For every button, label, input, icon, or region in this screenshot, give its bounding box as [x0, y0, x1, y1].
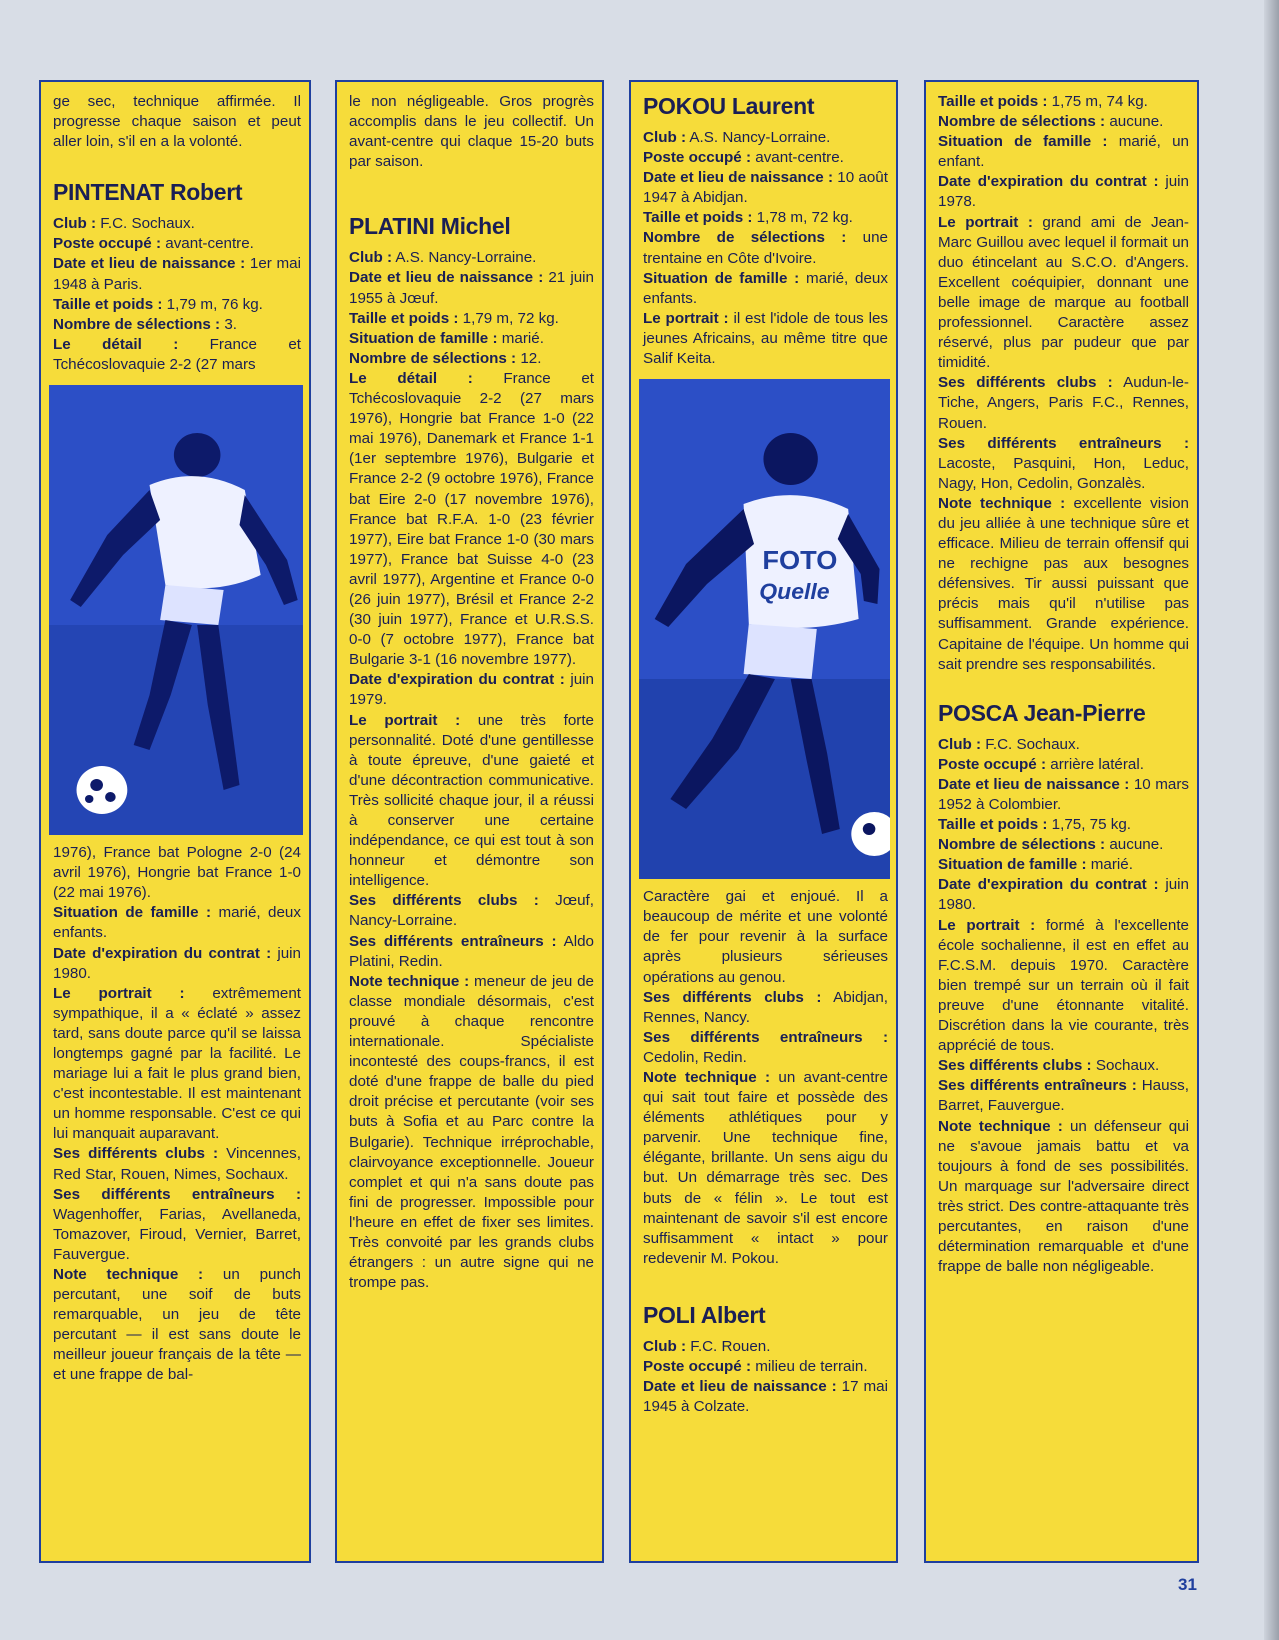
contrat-value: juin 1979.	[349, 671, 594, 709]
p2-naissance-label: Date et lieu de naissance :	[643, 1378, 837, 1396]
taille-label: Taille et poids :	[53, 295, 163, 313]
selections-row	[53, 315, 301, 335]
detail-continued: 1976), France bat Pologne 2-0 (24 avril 1976), Hongrie bat France 1-0 (22 mai 1976).	[53, 844, 301, 902]
entraineurs-label: Ses différents entraîneurs :	[643, 1028, 888, 1046]
poste-label: Poste occupé :	[643, 149, 752, 167]
p2-contrat-row	[938, 875, 1189, 915]
naissance-value: 21 juin 1955 à Jœuf.	[349, 269, 594, 307]
clubs-row	[53, 1144, 301, 1184]
p2-note-label: Note technique :	[938, 1117, 1063, 1135]
selections-label: Nombre de sélections :	[643, 229, 847, 247]
intro-text: le non négligeable. Gros progrès accomplis dans le jeu collectif. Un avant-centre qui claque 15-20 buts par saison.	[349, 93, 594, 171]
famille-row	[349, 329, 594, 349]
p2-taille-row	[938, 815, 1189, 835]
p2-selections-row	[938, 835, 1189, 855]
note-row	[349, 972, 594, 1294]
intro-text: ge sec, technique affirmée. Il progresse chaque saison et peut aller loin, s'il en a la volonté.	[53, 93, 301, 151]
selections-label: Nombre de sélections :	[53, 315, 221, 333]
p2-naissance-row	[643, 1377, 888, 1417]
portrait-label: Le portrait :	[643, 309, 729, 327]
portrait-value: grand ami de Jean-Marc Guillou avec lequel il formait un duo étincelant au S.C.O. d'Angers. Excellent coéquipier, donnant une belle image de marque au football professionnel. Caractère assez réservé, plus par pudeur que par timidité.	[938, 213, 1189, 372]
portrait-continued: Caractère gai et enjoué. Il a beaucoup de mérite et une volonté de fer pour revenir à la surface après plusieurs sérieuses opérations au genou.	[643, 888, 888, 986]
p2-clubs-value: Sochaux.	[1095, 1057, 1160, 1075]
p2-entraineurs-label: Ses différents entraîneurs :	[938, 1077, 1137, 1095]
contrat-row	[349, 670, 594, 710]
famille-label: Situation de famille :	[938, 133, 1108, 151]
naissance-row	[349, 268, 594, 308]
detail-row	[349, 369, 594, 670]
naissance-value: 1er mai 1948 à Paris.	[53, 255, 301, 293]
clubs-label: Ses différents clubs :	[349, 892, 539, 910]
poste-row	[53, 234, 301, 254]
famille-value: marié, un enfant.	[938, 133, 1189, 171]
note-value: un punch percutant, une soif de buts remarquable, un jeu de tête percutant — il est sans doute le meilleur joueur français de la tête — et une frappe de bal-	[53, 1266, 301, 1384]
club-label: Club :	[53, 215, 97, 233]
p2-naissance-row	[938, 775, 1189, 815]
p2-taille-value: 1,75, 75 kg.	[1051, 816, 1132, 834]
detail-value: France et Tchécoslovaquie 2-2 (27 mars 1976), Hongrie bat France 1-0 (22 mai 1976), Danemark et France 1-1 (1er septembre 1976), Bulgarie et France 2-2 (9 octobre 1976), France bat Eire 2-0 (17 novembre 1976), France bat R.F.A. 1-0 (23 février 1977), Eire bat France 1-0 (30 mars 1977), France bat Suisse 4-0 (23 avril 1977), Argentine et France 0-0 (26 juin 1977), Brésil et France 2-2 (30 juin 1977), France et U.R.S.S. 0-0 (7 octobre 1977), France bat Bulgarie 3-1 (16 novembre 1977).	[349, 369, 594, 669]
column-pintenat	[39, 80, 311, 1563]
clubs-value: Abidjan, Rennes, Nancy.	[643, 988, 888, 1026]
player-photo	[49, 385, 303, 835]
note-label: Note technique :	[53, 1266, 204, 1283]
poste-label: Poste occupé :	[53, 235, 162, 253]
entraineurs-label: Ses différents entraîneurs :	[53, 1185, 301, 1203]
clubs-value: Audun-le-Tiche, Angers, Paris F.C., Rennes, Rouen.	[938, 374, 1189, 432]
club-row	[349, 248, 594, 268]
note-label: Note technique :	[938, 494, 1066, 512]
contrat-row	[938, 172, 1189, 212]
note-label: Note technique :	[349, 972, 470, 990]
p2-poste-row	[938, 755, 1189, 775]
famille-value: marié, deux enfants.	[643, 269, 888, 307]
detail-value: France et Tchécoslovaquie 2-2 (27 mars	[53, 335, 301, 373]
p2-poste-value: milieu de terrain.	[755, 1358, 868, 1375]
taille-row	[938, 92, 1189, 112]
note-row	[938, 494, 1189, 675]
shirt-text-2: Quelle	[759, 579, 830, 605]
famille-label: Situation de famille :	[643, 269, 800, 287]
famille-value: marié.	[501, 329, 544, 347]
taille-value: 1,79 m, 76 kg.	[166, 295, 263, 313]
p2-portrait-label: Le portrait :	[938, 916, 1036, 934]
p2-poste-label: Poste occupé :	[643, 1358, 752, 1375]
p2-note-value: un défenseur qui ne s'avoue jamais battu et va toujours à fond de ses possibilités. Un marquage sur l'adversaire direct très strict. Des contre-attaquante très percutantes, en raison d'une détermination remarquable et d'une frappe de balle non négligeable.	[938, 1117, 1189, 1276]
note-value: excellente vision du jeu alliée à une technique sûre et efficace. Milieu de terrain offensif qui ne rechigne pas aux besognes défensives. Tir aussi puissant que précis mais qu'il n'utilise pas suffisamment. Grande expérience. Capitaine de l'équipe. Un homme qui sait prendre ses responsabilités.	[938, 494, 1189, 673]
clubs-row	[643, 988, 888, 1028]
p2-poste-value: arrière latéral.	[1050, 755, 1144, 773]
p2-taille-label: Taille et poids :	[938, 816, 1048, 834]
famille-label: Situation de famille :	[349, 329, 498, 347]
note-row	[53, 1265, 301, 1386]
poste-value: avant-centre.	[755, 149, 844, 167]
taille-label: Taille et poids :	[938, 93, 1048, 110]
note-value: meneur de jeu de classe mondiale désormais, c'est prouvé à chaque rencontre internationale. Spécialiste incontesté des coups-francs, il est doté d'une frappe de balle du pied droit précise et percutante (voir ses buts à Sofia et au Parc contre la Bulgarie). Technique irréprochable, clairvoyance exceptionnelle. Joueur complet et qui n'a sans doute pas fini de progresser. Impossible pour l'heure en effet de fixer ses limites. Très convoité par les grands clubs étrangers : un autre signe qui ne trompe pas.	[349, 972, 594, 1292]
p2-club-value: F.C. Rouen.	[690, 1337, 771, 1355]
entraineurs-value: Lacoste, Pasquini, Hon, Leduc, Nagy, Hon, Cedolin, Gonzalès.	[938, 454, 1189, 492]
naissance-label: Date et lieu de naissance :	[643, 169, 834, 187]
p2-clubs-label: Ses différents clubs :	[938, 1057, 1092, 1075]
taille-value: 1,79 m, 72 kg.	[462, 309, 559, 327]
player2-name: POLI Albert	[643, 1301, 766, 1328]
entraineurs-row	[349, 932, 594, 972]
club-value: F.C. Sochaux.	[100, 215, 195, 233]
contrat-label: Date d'expiration du contrat :	[53, 944, 272, 962]
clubs-row	[349, 891, 594, 931]
p2-portrait-row	[938, 916, 1189, 1057]
club-row	[53, 214, 301, 234]
note-value: un avant-centre qui sait tout faire et possède des éléments athlétiques pour y parvenir. Une technique fine, élégante, brillante. Un sens aigu du but. Un démarrage très sec. Des buts de « félin ». Le tout est maintenant de savoir s'il est encore suffisamment « intact » pour redevenir M. Pokou.	[643, 1068, 888, 1267]
naissance-label: Date et lieu de naissance :	[53, 255, 246, 273]
naissance-row	[643, 168, 888, 208]
p2-selections-value: aucune.	[1109, 836, 1164, 854]
selections-value: 3.	[224, 315, 238, 333]
detail-label: Le détail :	[349, 369, 473, 387]
selections-value: 12.	[520, 349, 542, 367]
selections-row	[643, 228, 888, 268]
page-binding-edge	[1264, 0, 1279, 1640]
p2-club-value: F.C. Sochaux.	[985, 735, 1080, 753]
famille-row	[643, 269, 888, 309]
naissance-value: 10 août 1947 à Abidjan.	[643, 169, 888, 207]
taille-row	[349, 309, 594, 329]
portrait-label: Le portrait :	[938, 213, 1033, 231]
famille-row	[53, 903, 301, 943]
p2-poste-row	[643, 1357, 888, 1377]
entraineurs-row	[938, 434, 1189, 494]
entraineurs-row	[643, 1028, 888, 1068]
entraineurs-value: Cedolin, Redin.	[643, 1048, 747, 1066]
clubs-label: Ses différents clubs :	[938, 374, 1113, 392]
portrait-label: Le portrait :	[53, 984, 185, 1002]
p2-selections-label: Nombre de sélections :	[938, 836, 1106, 854]
taille-label: Taille et poids :	[643, 209, 753, 227]
player-name: PINTENAT Robert	[53, 179, 243, 206]
detail-row	[53, 335, 301, 375]
famille-value: marié, deux enfants.	[53, 904, 301, 942]
player-name: PLATINI Michel	[349, 213, 511, 240]
clubs-label: Ses différents clubs :	[643, 988, 822, 1006]
p2-naissance-label: Date et lieu de naissance :	[938, 775, 1130, 793]
portrait-row	[938, 213, 1189, 374]
club-row	[643, 128, 888, 148]
selections-value: une trentaine en Côte d'Ivoire.	[643, 229, 888, 267]
entraineurs-value: Wagenhoffer, Farias, Avellaneda, Tomazover, Firoud, Vernier, Barret, Fauvergue.	[53, 1205, 301, 1263]
naissance-row	[53, 254, 301, 294]
entraineurs-label: Ses différents entraîneurs :	[349, 932, 557, 950]
entraineurs-label: Ses différents entraîneurs :	[938, 434, 1189, 452]
entraineurs-value: Aldo Platini, Redin.	[349, 932, 594, 970]
detail-label: Le détail :	[53, 335, 179, 353]
clubs-value: Vincennes, Red Star, Rouen, Nimes, Sochaux.	[53, 1145, 301, 1183]
portrait-value: extrêmement sympathique, il a « éclaté » assez tard, sans doute parce qu'il se laissa longtemps gagné par la facilité. Le mariage lui a fait le plus grand bien, c'est incontestable. Il est maintenant un homme responsable. C'est ce qui lui manquait auparavant.	[53, 984, 301, 1143]
entraineurs-row	[53, 1185, 301, 1265]
club-label: Club :	[349, 249, 393, 267]
p2-contrat-value: juin 1980.	[938, 876, 1189, 914]
club-label: Club :	[643, 129, 687, 146]
p2-club-label: Club :	[938, 735, 982, 753]
selections-label: Nombre de sélections :	[938, 113, 1106, 131]
contrat-value: juin 1978.	[938, 173, 1189, 211]
clubs-label: Ses différents clubs :	[53, 1145, 219, 1163]
p2-club-label: Club :	[643, 1337, 687, 1355]
p2-portrait-value: formé à l'excellente école sochalienne, il est en effet au F.C.S.M. depuis 1970. Caractère bien trempé sur un terrain où il fait preuve d'une étonnante vitalité. Discrétion dans la vie courante, très apprécié de tous.	[938, 916, 1189, 1055]
column-platini	[335, 80, 604, 1563]
p2-poste-label: Poste occupé :	[938, 755, 1047, 773]
taille-value: 1,78 m, 72 kg.	[756, 209, 853, 227]
footballer-image	[49, 385, 303, 835]
contrat-row	[53, 944, 301, 984]
note-label: Note technique :	[643, 1068, 771, 1086]
famille-label: Situation de famille :	[53, 904, 212, 922]
club-value: A.S. Nancy-Lorraine.	[395, 249, 537, 267]
p2-famille-value: marié.	[1090, 856, 1133, 874]
famille-row	[938, 132, 1189, 172]
column-pokou-poli	[629, 80, 898, 1563]
p2-club-row	[938, 735, 1189, 755]
taille-row	[643, 208, 888, 228]
taille-label: Taille et poids :	[349, 309, 459, 327]
p2-famille-label: Situation de famille :	[938, 856, 1087, 874]
portrait-label: Le portrait :	[349, 711, 461, 729]
contrat-label: Date d'expiration du contrat :	[938, 173, 1159, 191]
selections-row	[938, 112, 1189, 132]
contrat-label: Date d'expiration du contrat :	[349, 671, 565, 689]
portrait-row	[349, 711, 594, 892]
player-photo	[639, 379, 890, 879]
clubs-value: Jœuf, Nancy-Lorraine.	[349, 892, 594, 930]
p2-naissance-value: 17 mai 1945 à Colzate.	[643, 1378, 888, 1416]
player2-name: POSCA Jean-Pierre	[938, 699, 1146, 726]
p2-entraineurs-value: Hauss, Barret, Fauvergue.	[938, 1077, 1189, 1115]
page-number: 31	[1178, 1575, 1197, 1594]
shirt-text-1: FOTO	[762, 545, 838, 575]
club-value: A.S. Nancy-Lorraine.	[689, 129, 831, 146]
poste-value: avant-centre.	[165, 235, 254, 253]
p2-club-row	[643, 1337, 888, 1357]
selections-row	[349, 349, 594, 369]
p2-note-row	[938, 1117, 1189, 1278]
clubs-row	[938, 373, 1189, 433]
portrait-value: une très forte personnalité. Doté d'une gentillesse à toute épreuve, d'une gaieté et d'une décontraction communicative. Très sollicité chaque jour, il a réussi à conserver une certaine indépendance, ce qui est tout à son honneur et démontre son intelligence.	[349, 711, 594, 890]
p2-clubs-row	[938, 1056, 1189, 1076]
p2-entraineurs-row	[938, 1076, 1189, 1116]
column-poli-posca	[924, 80, 1199, 1563]
taille-value: 1,75 m, 74 kg.	[1051, 93, 1148, 110]
portrait-row	[643, 309, 888, 369]
contrat-value: juin 1980.	[53, 944, 301, 982]
footballer-image	[639, 379, 890, 879]
selections-value: aucune.	[1109, 113, 1164, 131]
player-name: POKOU Laurent	[643, 93, 815, 119]
selections-label: Nombre de sélections :	[349, 349, 517, 367]
note-row	[643, 1068, 888, 1269]
naissance-label: Date et lieu de naissance :	[349, 269, 544, 287]
portrait-row	[53, 984, 301, 1145]
taille-row	[53, 295, 301, 315]
p2-contrat-label: Date d'expiration du contrat :	[938, 876, 1159, 894]
p2-naissance-value: 10 mars 1952 à Colombier.	[938, 775, 1189, 813]
p2-famille-row	[938, 855, 1189, 875]
poste-row	[643, 148, 888, 168]
portrait-value: il est l'idole de tous les jeunes Africains, au même titre que Salif Keita.	[643, 309, 888, 368]
